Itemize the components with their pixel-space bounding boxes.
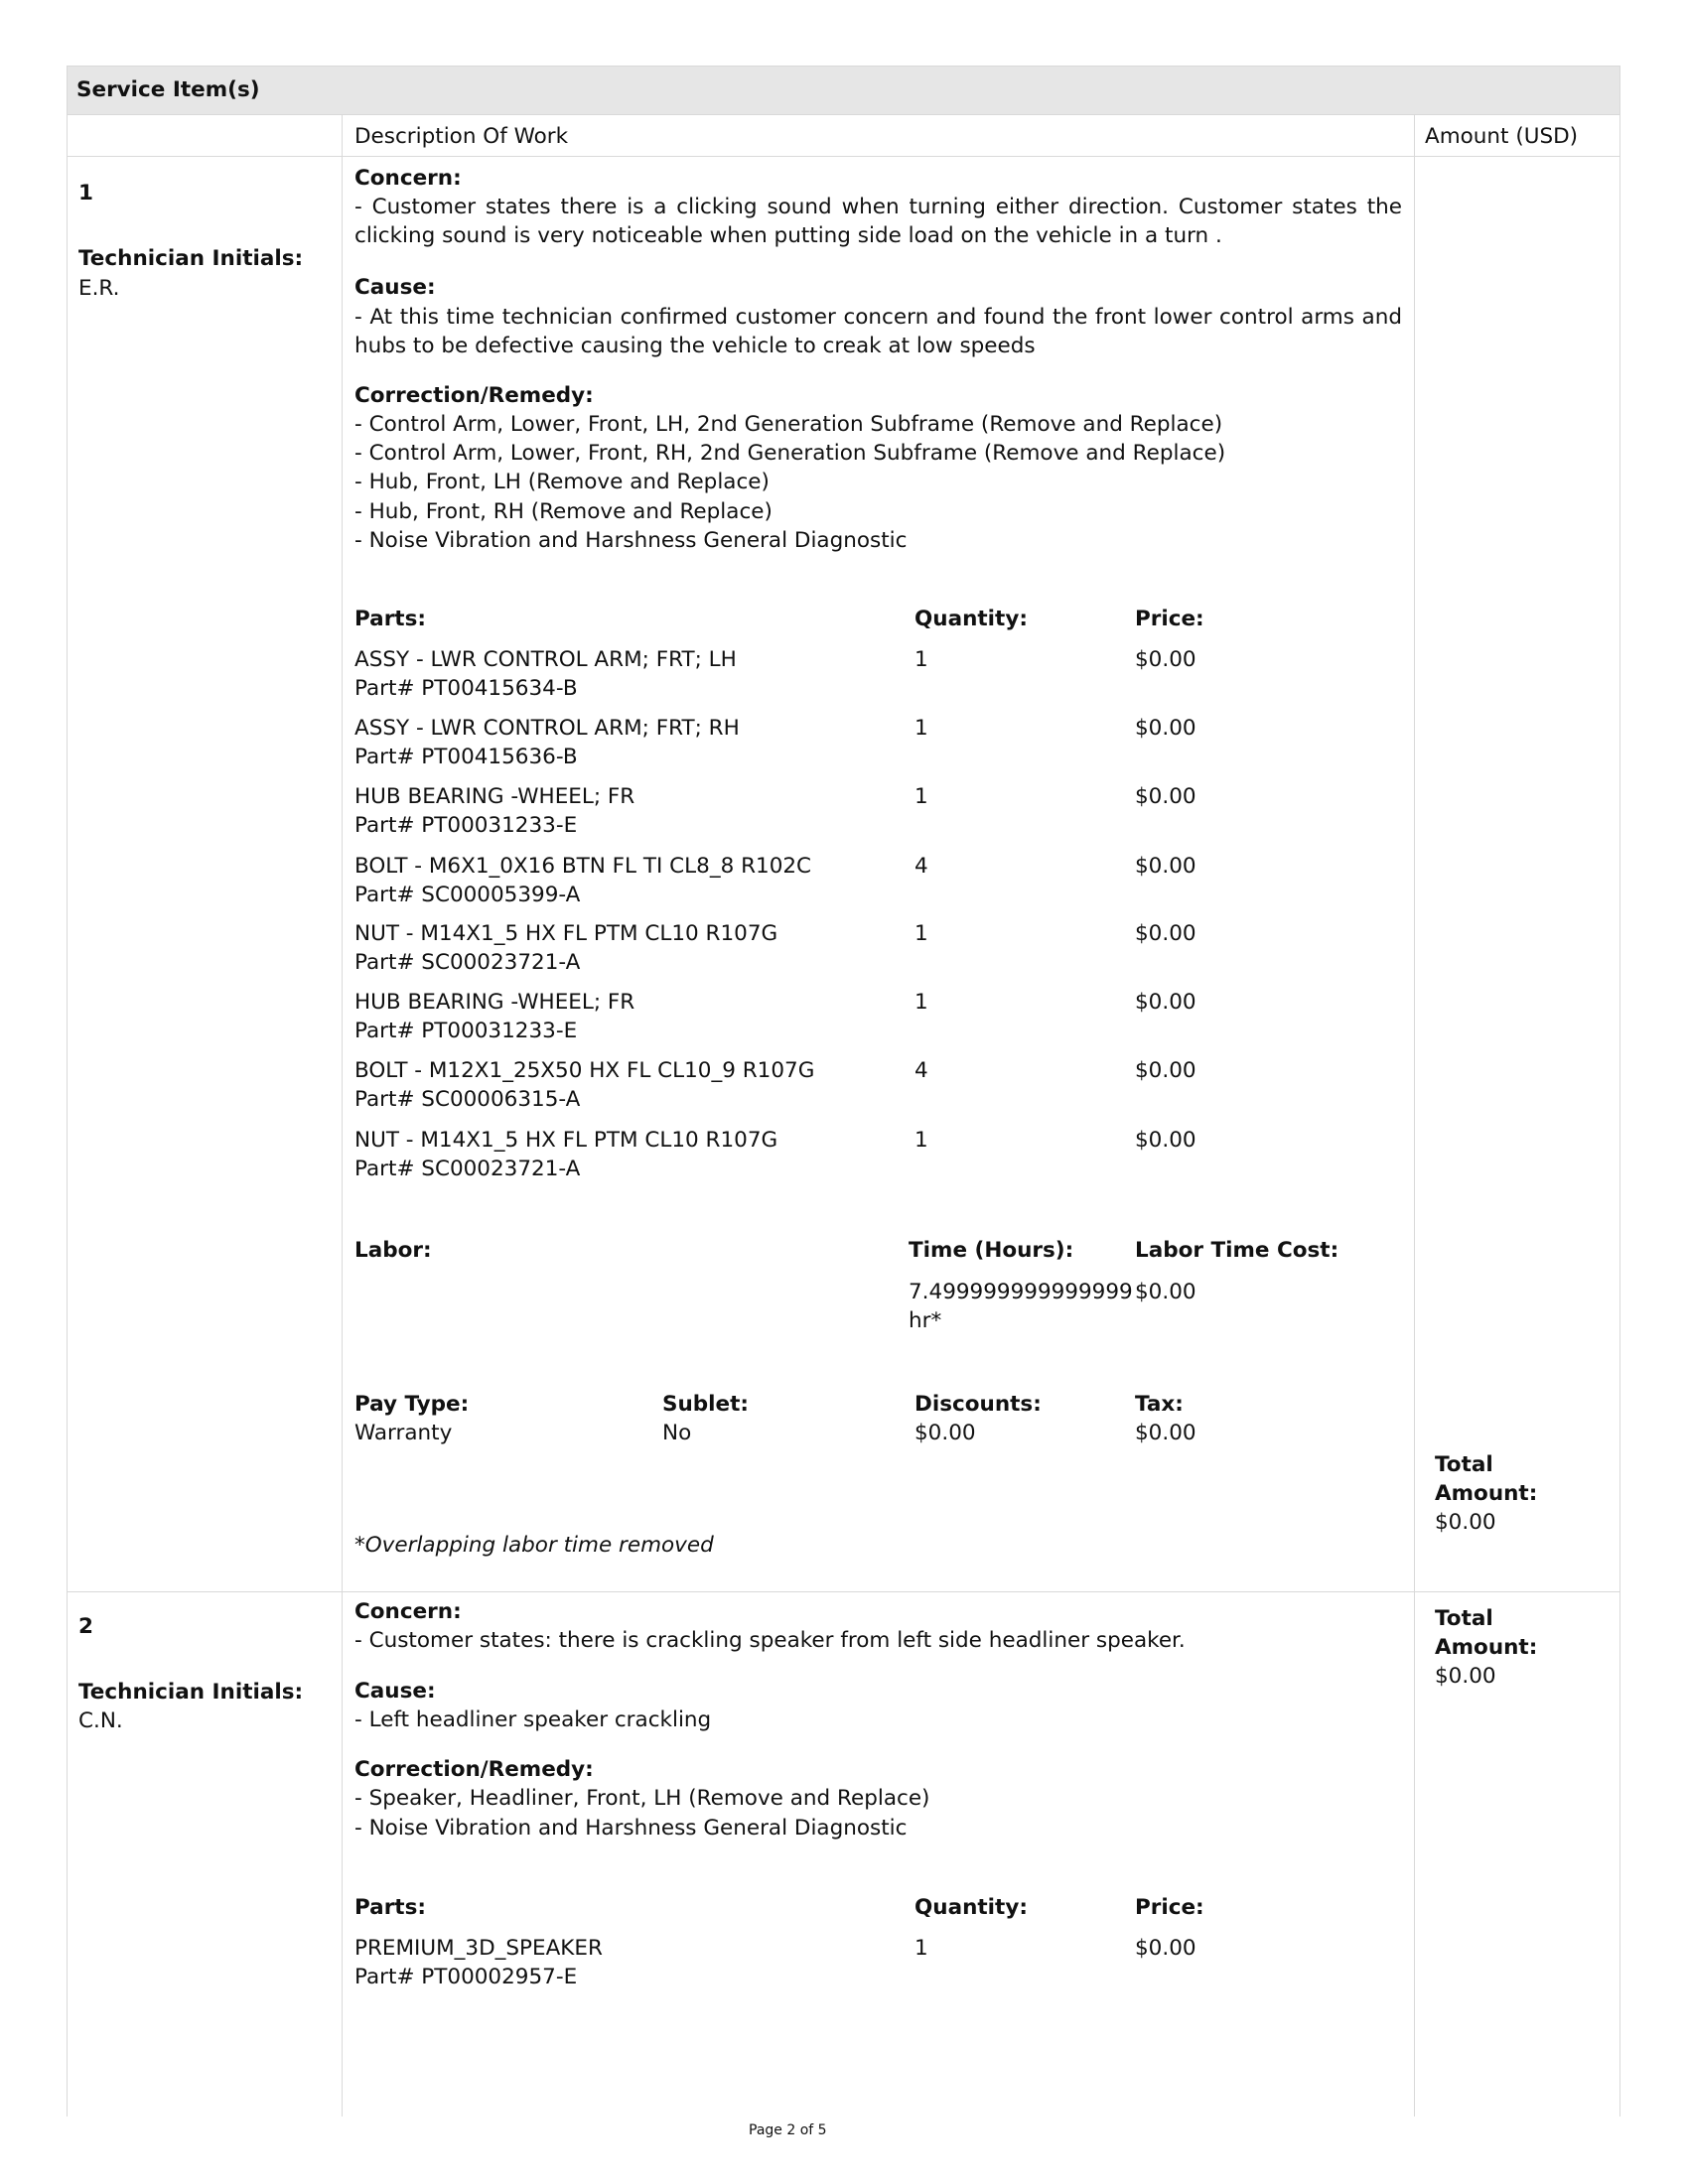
column-header-description: Description Of Work <box>354 124 569 149</box>
part-number: Part# SC00005399-A <box>354 883 581 907</box>
part-quantity: 1 <box>914 1128 928 1153</box>
part-name: NUT - M14X1_5 HX FL PTM CL10 R107G <box>354 1128 778 1153</box>
part-name: ASSY - LWR CONTROL ARM; FRT; RH <box>354 716 740 741</box>
part-name: BOLT - M6X1_0X16 BTN FL TI CL8_8 R102C <box>354 854 812 879</box>
discounts-value: $0.00 <box>914 1421 976 1445</box>
part-number: Part# PT00002957-E <box>354 1965 578 1989</box>
part-number: Part# PT00031233-E <box>354 813 578 838</box>
parts-header: Parts: <box>354 1895 426 1920</box>
item-number: 1 <box>78 181 93 205</box>
part-price: $0.00 <box>1135 854 1196 879</box>
part-quantity: 4 <box>914 854 928 879</box>
labor-time-header: Time (Hours): <box>909 1238 1074 1263</box>
quantity-header: Quantity: <box>914 607 1028 631</box>
part-number: Part# SC00023721-A <box>354 1157 581 1181</box>
sublet-header: Sublet: <box>662 1392 750 1417</box>
part-price: $0.00 <box>1135 990 1196 1015</box>
column-divider-description <box>342 114 343 2116</box>
page-number: Page 2 of 5 <box>749 2122 827 2138</box>
item-number: 2 <box>78 1614 93 1639</box>
part-quantity: 1 <box>914 647 928 672</box>
part-price: $0.00 <box>1135 1058 1196 1083</box>
row-divider <box>67 1591 1619 1592</box>
cause-text: - Left headliner speaker crackling <box>354 1707 712 1732</box>
part-name: HUB BEARING -WHEEL; FR <box>354 990 635 1015</box>
correction-label: Correction/Remedy: <box>354 1757 594 1782</box>
table-left-border <box>67 66 68 2116</box>
column-header-bottom-border <box>67 156 1619 157</box>
part-price: $0.00 <box>1135 716 1196 741</box>
labor-cost-header: Labor Time Cost: <box>1135 1238 1339 1263</box>
correction-line: - Noise Vibration and Harshness General Diagnostic <box>354 528 908 553</box>
pay-type-value: Warranty <box>354 1421 453 1445</box>
part-number: Part# PT00031233-E <box>354 1019 578 1043</box>
column-divider-amount <box>1414 114 1415 2116</box>
part-price: $0.00 <box>1135 1128 1196 1153</box>
table-right-border <box>1619 66 1620 2116</box>
correction-line: - Noise Vibration and Harshness General Diagnostic <box>354 1816 908 1841</box>
labor-note: *Overlapping labor time removed <box>354 1533 714 1558</box>
correction-line: - Hub, Front, LH (Remove and Replace) <box>354 470 770 494</box>
total-label: Total <box>1435 1452 1493 1477</box>
technician-initials-value: C.N. <box>78 1708 123 1733</box>
correction-line: - Control Arm, Lower, Front, LH, 2nd Generation Subframe (Remove and Replace) <box>354 412 1223 437</box>
quantity-header: Quantity: <box>914 1895 1028 1920</box>
correction-line: - Control Arm, Lower, Front, RH, 2nd Generation Subframe (Remove and Replace) <box>354 441 1226 466</box>
part-name: BOLT - M12X1_25X50 HX FL CL10_9 R107G <box>354 1058 815 1083</box>
cause-label: Cause: <box>354 1679 436 1704</box>
section-title: Service Item(s) <box>76 77 260 102</box>
part-quantity: 1 <box>914 921 928 946</box>
concern-label: Concern: <box>354 166 462 191</box>
tax-header: Tax: <box>1135 1392 1184 1417</box>
part-quantity: 1 <box>914 990 928 1015</box>
labor-time-value: 7.499999999999999 <box>909 1280 1133 1304</box>
part-quantity: 4 <box>914 1058 928 1083</box>
total-amount: $0.00 <box>1435 1664 1496 1689</box>
part-name: NUT - M14X1_5 HX FL PTM CL10 R107G <box>354 921 778 946</box>
part-quantity: 1 <box>914 1936 928 1961</box>
total-label: Amount: <box>1435 1635 1538 1660</box>
correction-line: - Hub, Front, RH (Remove and Replace) <box>354 499 773 524</box>
discounts-header: Discounts: <box>914 1392 1042 1417</box>
part-price: $0.00 <box>1135 921 1196 946</box>
section-header-band <box>67 66 1619 114</box>
cause-label: Cause: <box>354 275 436 300</box>
labor-header: Labor: <box>354 1238 432 1263</box>
part-price: $0.00 <box>1135 647 1196 672</box>
total-amount: $0.00 <box>1435 1510 1496 1535</box>
correction-line: - Speaker, Headliner, Front, LH (Remove and Replace) <box>354 1786 930 1811</box>
labor-cost-value: $0.00 <box>1135 1280 1196 1304</box>
part-quantity: 1 <box>914 716 928 741</box>
table-top-border <box>67 66 1619 67</box>
parts-header: Parts: <box>354 607 426 631</box>
pay-type-header: Pay Type: <box>354 1392 470 1417</box>
technician-initials-label: Technician Initials: <box>78 1680 304 1705</box>
part-name: ASSY - LWR CONTROL ARM; FRT; LH <box>354 647 737 672</box>
part-number: Part# SC00023721-A <box>354 950 581 975</box>
price-header: Price: <box>1135 1895 1204 1920</box>
part-number: Part# PT00415636-B <box>354 745 578 769</box>
total-label: Total <box>1435 1606 1493 1631</box>
correction-label: Correction/Remedy: <box>354 383 594 408</box>
tax-value: $0.00 <box>1135 1421 1196 1445</box>
technician-initials-value: E.R. <box>78 276 120 301</box>
part-price: $0.00 <box>1135 784 1196 809</box>
part-number: Part# SC00006315-A <box>354 1087 581 1112</box>
part-quantity: 1 <box>914 784 928 809</box>
concern-text: - Customer states: there is crackling speaker from left side headliner speaker. <box>354 1628 1186 1653</box>
part-price: $0.00 <box>1135 1936 1196 1961</box>
concern-label: Concern: <box>354 1599 462 1624</box>
total-label: Amount: <box>1435 1481 1538 1506</box>
concern-text: - Customer states there is a clicking sound when turning either direction. Customer states the clicking sound is very noticeable when putting side load on the vehicle in a turn . <box>354 195 1402 248</box>
technician-initials-label: Technician Initials: <box>78 246 304 271</box>
column-header-amount: Amount (USD) <box>1425 124 1579 149</box>
part-name: PREMIUM_3D_SPEAKER <box>354 1936 603 1961</box>
labor-time-unit: hr* <box>909 1308 942 1333</box>
part-number: Part# PT00415634-B <box>354 676 578 701</box>
price-header: Price: <box>1135 607 1204 631</box>
part-name: HUB BEARING -WHEEL; FR <box>354 784 635 809</box>
cause-text: - At this time technician confirmed customer concern and found the front lower control arms and hubs to be defective causing the vehicle to creak at low speeds <box>354 305 1402 358</box>
header-bottom-border <box>67 114 1619 115</box>
sublet-value: No <box>662 1421 692 1445</box>
